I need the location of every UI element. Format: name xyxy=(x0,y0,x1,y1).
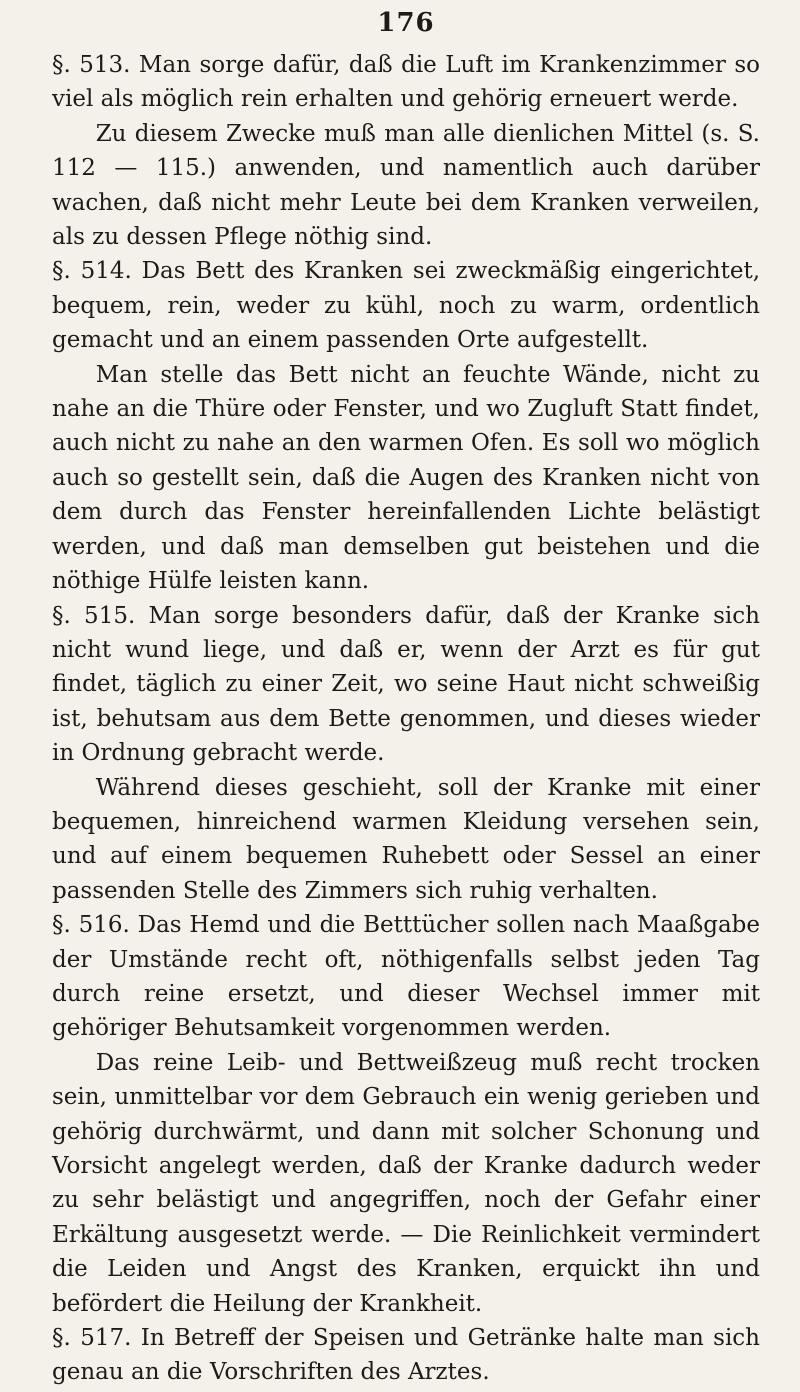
paragraph-515-detail: Während dieses geschieht, soll der Kranke mit einer bequemen, hinreichend warmen Kleidung versehen sein, und auf einem bequemen Ruhebett oder Sessel an einer passenden Stelle des Zimmers sich ruhig verhalten. xyxy=(52,774,760,904)
body-text xyxy=(52,48,760,1390)
paragraph-section-513: §. 513. Man sorge dafür, daß die Luft im Krankenzimmer so viel als möglich rein erhalten und gehörig erneuert werde. xyxy=(52,52,760,113)
page-number: 176 xyxy=(377,8,435,38)
paragraph-section-515: §. 515. Man sorge besonders dafür, daß der Kranke sich nicht wund liege, und daß er, wenn der Arzt es für gut findet, täglich zu einer Zeit, wo seine Haut nicht schweißig ist, behutsam aus dem Bette genommen, und dieses wieder in Ordnung gebracht werde. xyxy=(52,602,760,767)
paragraph-section-514: §. 514. Das Bett des Kranken sei zweckmäßig eingerichtet, bequem, rein, weder zu kühl, noch zu warm, ordentlich gemacht und an einem passenden Orte aufgestellt. xyxy=(52,258,760,354)
paragraph-section-516: §. 516. Das Hemd und die Betttücher sollen nach Maaßgabe der Umstände recht oft, nöthigenfalls selbst jeden Tag durch reine ersetzt, und dieser Wechsel immer mit gehöriger Behutsamkeit vorgenommen werden. xyxy=(52,912,760,1042)
paragraph-514-detail: Man stelle das Bett nicht an feuchte Wände, nicht zu nahe an die Thüre oder Fenster, und wo Zugluft Statt findet, auch nicht zu nahe an den warmen Ofen. Es soll wo möglich auch so gestellt sein, daß die Augen des Kranken nicht von dem durch das Fenster hereinfallenden Lichte belästigt werden, und daß man demselben gut beistehen und die nöthige Hülfe leisten kann. xyxy=(52,361,760,595)
paragraph-513-detail: Zu diesem Zwecke muß man alle dienlichen Mittel (s. S. 112 — 115.) anwenden, und namentlich auch darüber wachen, daß nicht mehr Leute bei dem Kranken verweilen, als zu dessen Pflege nöthig sind. xyxy=(52,120,760,251)
paragraph-516-detail: Das reine Leib- und Bettweißzeug muß recht trocken sein, unmittelbar vor dem Gebrauch ein wenig gerieben und gehörig durchwärmt, und dann mit solcher Schonung und Vorsicht angelegt werden, daß der Kranke dadurch weder zu sehr belästigt und angegriffen, noch der Gefahr einer Erkältung ausgesetzt werde. — Die Reinlichkeit vermindert die Leiden und Angst des Kranken, erquickt ihn und befördert die Heilung der Krankheit. xyxy=(52,1049,760,1317)
paragraph-section-517: §. 517. In Betreff der Speisen und Getränke halte man sich genau an die Vorschriften des Arztes. xyxy=(52,1325,760,1386)
